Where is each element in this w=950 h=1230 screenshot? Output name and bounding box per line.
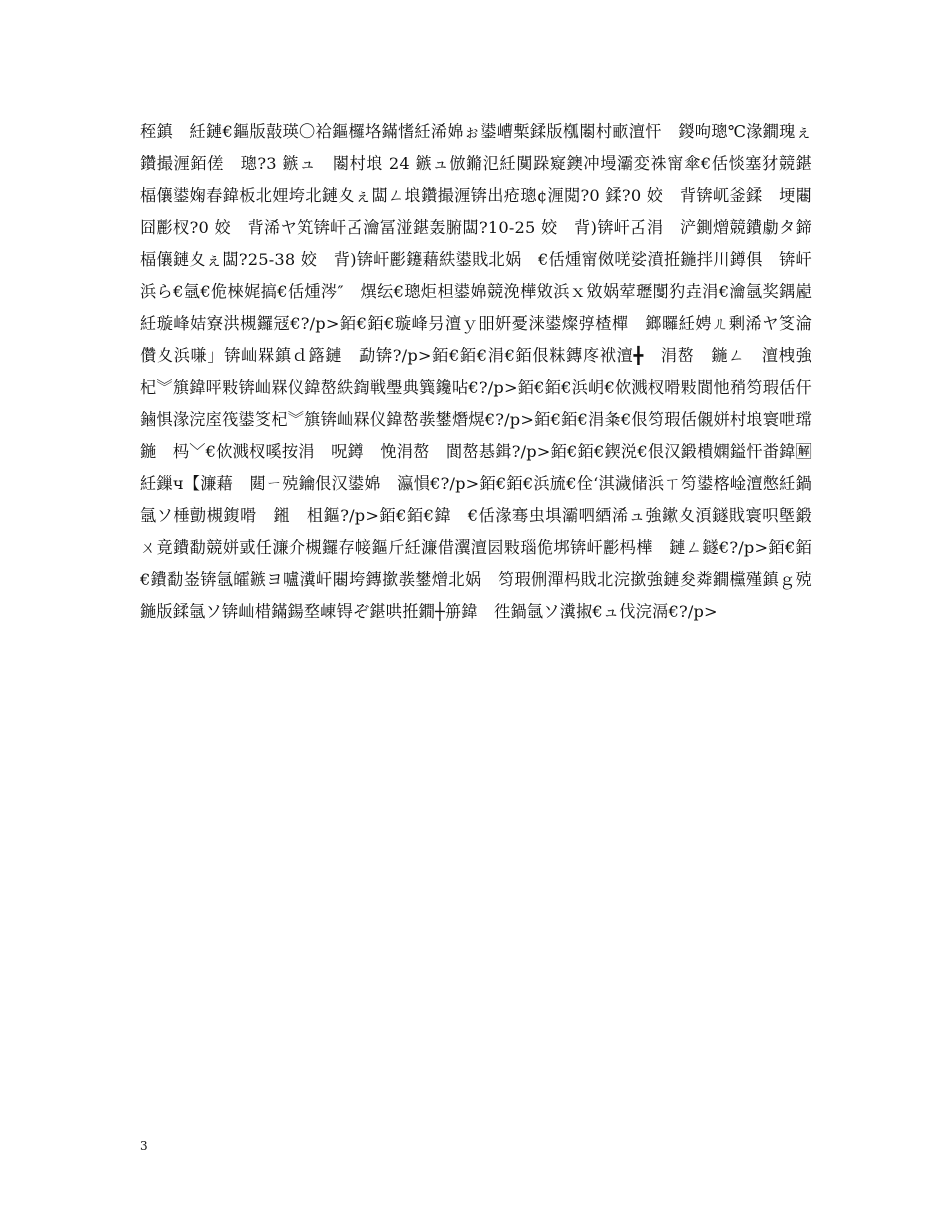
body-paragraph: 秷鎮 紝鏈€鏂版敼瑛〇袷鏂欏垎鏋愭紝浠婂ぉ鍙嶆槧鍒版槬闂村畞澶忓 鍐呴璁℃湪鐗瑰ぇ鑽撮湹銆傞 璁?3 鏃ュ 闂村埌 24 鏃ュ倣鏅氾紝闃跺寲鐭冲墁灞変祩甯傘€佸惔塞犲競鍖楅儴鍙婅春鍏板北娌垮北鏈夊ぇ闆ㄥ埌鑽撮湹锛出疮璁¢湹閲?0 鍒?0 姣 背锛屼釜鍒 埂闀囧彲杈?0 姣 背浠ヤ笂锛屽叾瀹冨湴鍖轰腑闆?10-25 姣 背)锛屽叾涓 浐鍘熷競鐨勮タ鍗楅儴鏈夊ぇ闆?25-38 姣 背)锛屽彲鑳藉紩鍙戝北娲 €佸煄甯傚唴娑濆拰鍦拌川鐏俱 锛屽 浜ら€氬€佹棶娓搞€佸煄涔″ 熼纭€璁炬柦鍙婂競浼樺敓浜ｘ敓娲荤瓑闅犳垚涓€瀹氬奖鍝嶏紝璇峰姞寮洪槻鑼冦€?/p>銆€銆€璇峰叧澶ｙ昍姸憂涞鍙燦弴楂樿 鎯曪紝娉ㄦ剰浠ヤ笅淪儹夊浜嗛」锛屾槑鎮ｄ簬鏈 勐锛?/p>銆€銆€涓€銆佷粖鏄庝袱澶╋ 涓嶅 鍦ㄥ 澶栧強杞︾簱鍏呯敤锛屾槑仪鍏嶅紩鍧戦璺典簨鑱呫€?/p>銆€銆€浜岄€佽溅杈嗗敤閬忚矟笉瑕佸仠鏀惧湪浣庢筏鍙笅杞︾簱锛屾槑仪鍏嶅彂鐢熸熀€?/p>銆€銆€涓夈€佷笉瑕佸儭姘村埌寰呭瑺鍦 杩﹀€佽溅杈嗘按涓 呪鐏 悗涓嶅 閬嶅惎鍓?/p>銆€銆€鍥涚€佷汉鍛樻嫻鎰忓畨鍏🈖紝鏁ч【濂藉 閮ㄧ殑鑰佷汉鍙婂 瀛愪€?/p>銆€銆€浜旈€佺‘淇濊储浜ㄒ笉鍙楁崯澶憋紝鍋氬ソ棰勯槻鍑嗗 鎺 柤鏂?/p>銆€銆€鍏 €佸湪骞虫埧灞呬綇浠ュ強鏉夊湏鐩戝寰呮墍鍛ㄨ竟鐨勫競姘戜任濂介槻鑼存帹鏂斤紝濂借瀷澶囩敤瑙佹垹锛屽彲杩樺 鏈ㄥ鐩€?/p>銆€銆€鐨勫崟锛氬皬鏃ヨ嚧瀵屽闀垮鏄撳彂鐢熷北娲 笉瑕侀潬杩戝北浣撳強鏈夋粦鐗欓殣鎮ｇ殑鍦版鍒氬ソ锛屾棤鏋鍚堥崠锝ぞ鍖哄拰鐗┼笧鍏 徃鍋氬ソ瀵掓€ュ伐浣滆€?/p> — [140, 122, 829, 621]
page-number: 3 — [140, 1139, 148, 1153]
